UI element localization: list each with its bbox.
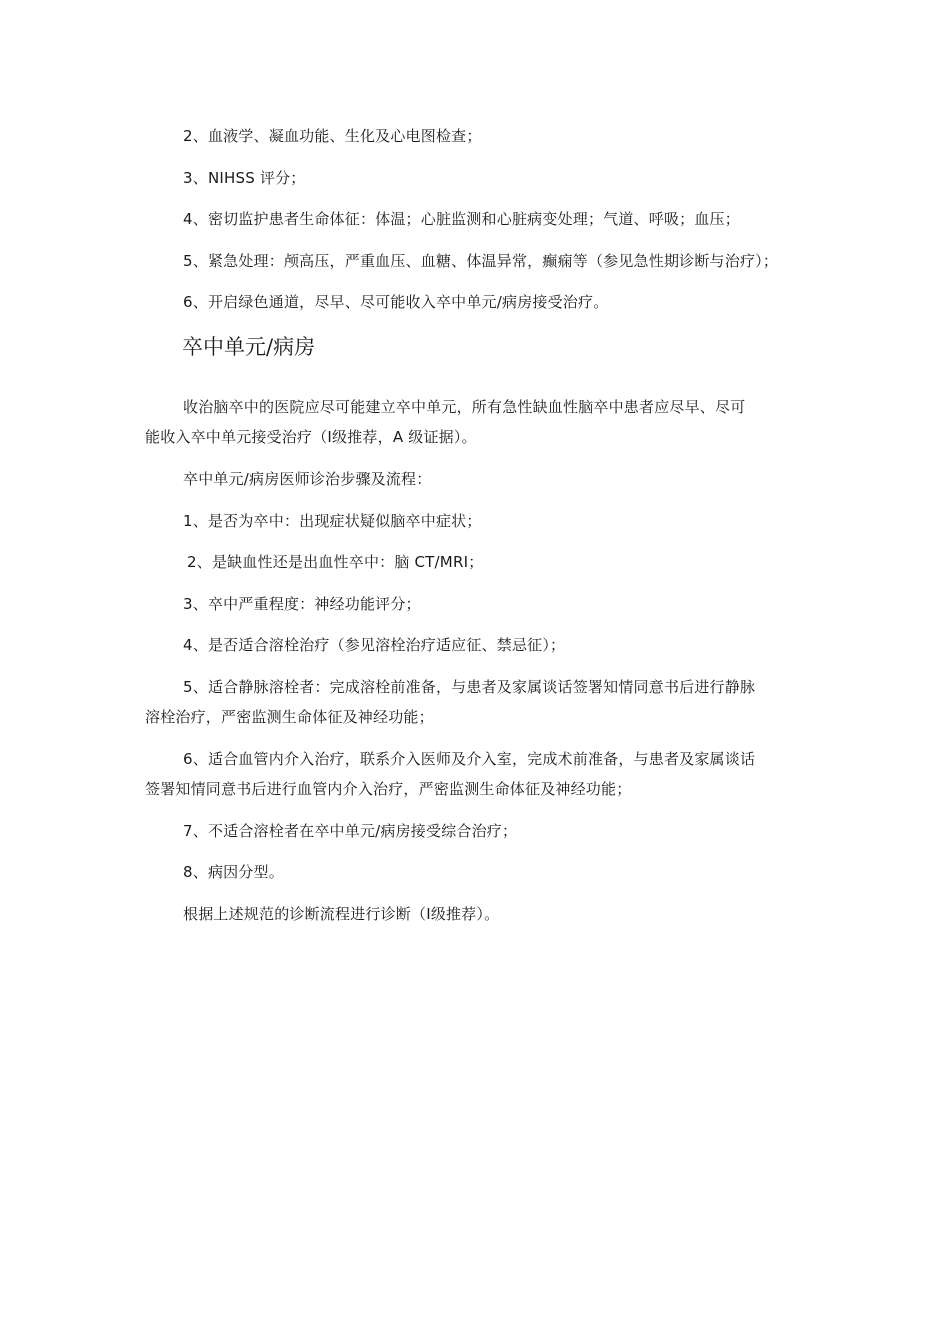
- list-item-nihss: 3、NIHSS 评分；: [183, 169, 306, 187]
- steps-title: 卒中单元/病房医师诊治步骤及流程：: [183, 470, 432, 488]
- step-2: 2、是缺血性还是出血性卒中：脑 CT/MRI；: [187, 553, 484, 571]
- list-item-emergency: 5、紧急处理：颅高压，严重血压、血糖、体温异常，癫痫等（参见急性期诊断与治疗）；: [183, 252, 779, 270]
- step-7: 7、不适合溶栓者在卒中单元/病房接受综合治疗；: [183, 822, 518, 840]
- list-item-vital-signs: 4、密切监护患者生命体征：体温；心脏监测和心脏病变处理；气道、呼吸；血压；: [183, 210, 740, 228]
- intro-line-1: 收治脑卒中的医院应尽可能建立卒中单元，所有急性缺血性脑卒中患者应尽早、尽可: [183, 398, 746, 416]
- step-4: 4、是否适合溶栓治疗（参见溶栓治疗适应征、禁忌征）；: [183, 636, 566, 654]
- list-item-green-channel: 6、开启绿色通道，尽早、尽可能收入卒中单元/病房接受治疗。: [183, 293, 609, 311]
- section-title: 卒中单元/病房: [182, 335, 316, 359]
- step-5-line-1: 5、适合静脉溶栓者：完成溶栓前准备，与患者及家属谈话签署知情同意书后进行静脉: [183, 678, 756, 696]
- step-6-line-2: 签署知情同意书后进行血管内介入治疗，严密监测生命体征及神经功能；: [145, 780, 632, 798]
- step-1: 1、是否为卒中：出现症状疑似脑卒中症状；: [183, 512, 482, 530]
- step-6-line-1: 6、适合血管内介入治疗，联系介入医师及介入室，完成术前准备，与患者及家属谈话: [183, 750, 756, 768]
- closing-statement: 根据上述规范的诊断流程进行诊断（Ⅰ级推荐）。: [183, 905, 500, 923]
- step-3: 3、卒中严重程度：神经功能评分；: [183, 595, 421, 613]
- list-item-blood-tests: 2、血液学、凝血功能、生化及心电图检查；: [183, 127, 482, 145]
- step-8: 8、病因分型。: [183, 863, 284, 881]
- intro-line-2: 能收入卒中单元接受治疗（Ⅰ级推荐，A 级证据）。: [145, 428, 477, 446]
- step-5-line-2: 溶栓治疗，严密监测生命体征及神经功能；: [145, 708, 434, 726]
